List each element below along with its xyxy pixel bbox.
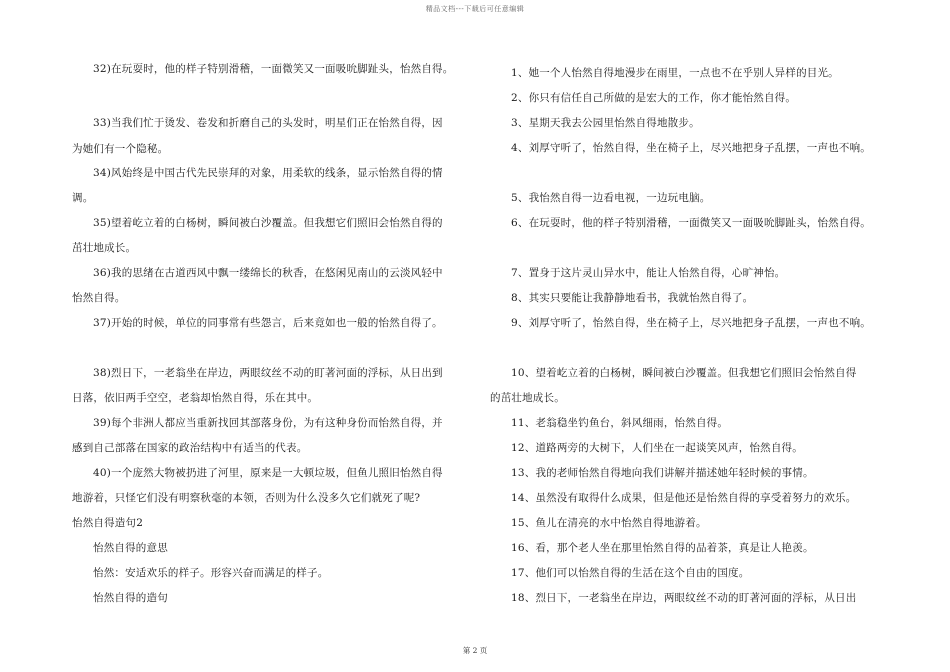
text-line: 调。: [72, 192, 94, 204]
text-line: 6、在玩耍时，他的样子特别滑稽，一面微笑又一面吸吮脚趾头，怡然自得。: [511, 217, 871, 229]
text-line: 3、星期天我去公园里怡然自得地散步。: [511, 117, 700, 129]
text-line: 40)一个庞然大物被扔进了河里，原来是一大顿垃圾，但鱼儿照旧怡然自得: [93, 467, 443, 479]
subsection-heading: 怡然自得的意思: [93, 542, 168, 554]
text-line: 4、刘厚守听了，怡然自得，坐在椅子上，尽兴地把身子乱摆，一声也不响。: [511, 142, 871, 154]
page-number: 第 2 页: [462, 646, 488, 655]
text-line: 36)我的思绪在古道西风中飘一缕绵长的秋香，在悠闲见南山的云淡风轻中: [93, 267, 443, 279]
text-line: 32)在玩耍时，他的样子特别滑稽，一面微笑又一面吸吮脚趾头，怡然自得。: [93, 63, 454, 75]
text-line: 39)每个非洲人都应当重新找回其部落身份，为有这种身份而怡然自得，并: [93, 417, 443, 429]
text-line: 17、他们可以怡然自得的生活在这个自由的国度。: [511, 567, 750, 579]
text-line: 的茁壮地成长。: [490, 392, 565, 404]
text-line: 7、置身于这片灵山异水中，能让人怡然自得，心旷神怡。: [511, 267, 786, 279]
text-line: 35)望着屹立着的白杨树，瞬间被白沙覆盖。但我想它们照旧会怡然自得的: [93, 217, 443, 229]
text-line: 18、烈日下，一老翁坐在岸边，两眼纹丝不动的盯著河面的浮标，从日出: [511, 592, 857, 604]
text-line: 13、我的老师怡然自得地向我们讲解并描述她年轻时候的事情。: [511, 467, 814, 479]
subsection-heading: 怡然自得的造句: [93, 592, 168, 604]
text-line: 8、其实只要能让我静静地看书，我就怡然自得了。: [511, 292, 754, 304]
section-heading: 怡然自得造句2: [72, 517, 144, 529]
text-line: 11、老翁稳坐钓鱼台，斜风细雨，怡然自得。: [511, 417, 729, 429]
text-line: 34)风始终是中国古代先民崇拜的对象，用柔软的线条，显示怡然自得的情: [93, 167, 443, 179]
text-line: 9、刘厚守听了，怡然自得，坐在椅子上，尽兴地把身子乱摆，一声也不响。: [511, 317, 871, 329]
text-line: 茁壮地成长。: [72, 242, 137, 254]
text-line: 10、望着屹立着的白杨树，瞬间被白沙覆盖。但我想它们照旧会怡然自得: [511, 367, 857, 379]
text-line: 1、她一个人怡然自得地漫步在雨里，一点也不在乎别人异样的目光。: [511, 67, 839, 79]
text-line: 为她们有一个隐秘。: [72, 143, 169, 155]
text-line: 怡然：安适欢乐的样子。形容兴奋而满足的样子。: [93, 567, 329, 579]
text-line: 16、看，那个老人坐在那里怡然自得的品着茶，真是让人艳羡。: [511, 542, 814, 554]
text-line: 33)当我们忙于烫发、卷发和折磨自己的头发时，明星们正在怡然自得，因: [93, 117, 443, 129]
text-line: 地游着，只怪它们没有明察秋毫的本领，否则为什么没多久它们就死了呢?: [72, 492, 421, 504]
text-line: 5、我怡然自得一边看电视，一边玩电脑。: [511, 192, 711, 204]
text-line: 12、道路两旁的大树下，人们坐在一起谈笑风声，怡然自得。: [511, 442, 803, 454]
text-line: 日落，依旧两手空空，老翁却怡然自得，乐在其中。: [72, 392, 319, 404]
text-line: 感到自己部落在国家的政治结构中有适当的代表。: [72, 442, 308, 454]
text-line: 15、鱼儿在清亮的水中怡然自得地游着。: [511, 517, 707, 529]
text-line: 38)烈日下，一老翁坐在岸边，两眼纹丝不动的盯著河面的浮标，从日出到: [93, 367, 443, 379]
text-line: 37)开始的时候，单位的同事常有些怨言，后来竟如也一般的怡然自得了。: [93, 317, 443, 329]
text-line: 2、你只有信任自己所做的是宏大的工作，你才能怡然自得。: [511, 92, 797, 104]
text-line: 怡然自得。: [72, 292, 126, 304]
page-header: 精品文档---下载后可任意编辑: [425, 5, 525, 13]
text-line: 14、虽然没有取得什么成果，但是他还是怡然自得的享受着努力的欢乐。: [511, 492, 857, 504]
